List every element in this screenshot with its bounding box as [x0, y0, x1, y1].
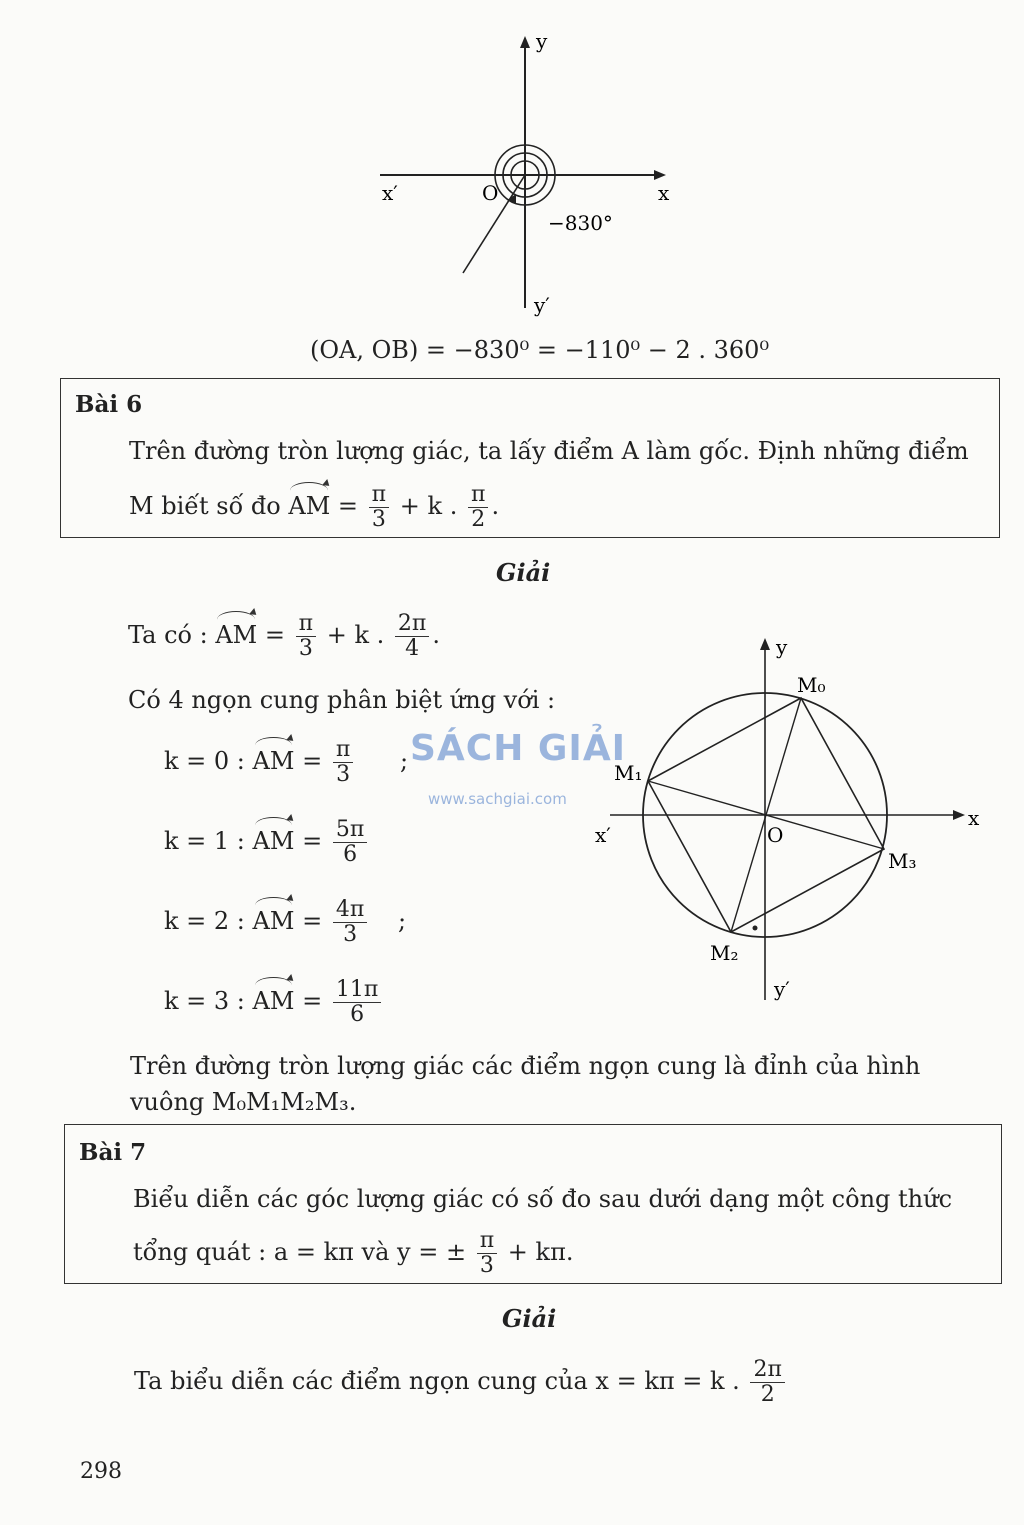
exercise-6-title: Bài 6	[75, 391, 143, 418]
solution-6-conclusion-line1: Trên đường tròn lượng giác các điểm ngọn cung là đỉnh của hình	[130, 1052, 921, 1080]
figure-angle-830	[370, 30, 690, 320]
fig2-label-x-neg: x′	[595, 823, 611, 847]
watermark-logo: SÁCH GIẢI	[410, 728, 627, 769]
fig1-label-x: x	[658, 181, 670, 205]
exercise-6-line2: M biết số đo AM = $\frac{\pi}{3}$ + k . $\frac{\pi}{2}$ .	[129, 482, 500, 532]
solution-6-equation: Ta có : AM = $\frac{\pi}{3}$ + k . $\frac{2\pi}{4}$ .	[128, 611, 441, 661]
solution-heading-2: Giải	[502, 1304, 557, 1333]
exercise-7-title: Bài 7	[79, 1139, 147, 1166]
arc-am: AM	[288, 492, 331, 520]
exercise-6-box	[60, 378, 1000, 538]
fraction-pi-3: $\frac{\pi}{3}$	[369, 483, 389, 532]
fraction-2pi-4: $\frac{2\pi}{4}$	[395, 612, 429, 661]
fig2-label-x: x	[968, 806, 980, 830]
fig2-label-m0: M₀	[797, 673, 826, 697]
exercise-7-line1: Biểu diễn các góc lượng giác có số đo sau dưới dạng một công thức	[133, 1185, 953, 1213]
plus-k: + k .	[399, 492, 458, 520]
solution-heading-1: Giải	[496, 558, 551, 587]
solution-6-conclusion-line2: vuông M₀M₁M₂M₃.	[130, 1088, 357, 1116]
fraction-pi-2: $\frac{\pi}{2}$	[468, 483, 488, 532]
case-k3: k = 3 : AM = $\frac{11\pi}{6}$	[164, 978, 384, 1027]
fig1-label-y: y	[536, 30, 548, 53]
fig1-label-x-neg: x′	[382, 181, 398, 205]
exercise-7-box	[64, 1124, 1002, 1284]
equation-oa-ob: (OA, OB) = −830⁰ = −110⁰ − 2 . 360⁰	[310, 336, 770, 364]
fig2-label-m2: M₂	[710, 941, 739, 965]
arc-am: AM	[215, 621, 258, 649]
figure-unit-circle-square	[590, 630, 1000, 1010]
fig2-label-y-neg: y′	[774, 977, 790, 1001]
fig2-label-y: y	[776, 635, 788, 659]
exercise-6-line1: Trên đường tròn lượng giác, ta lấy điểm A làm gốc. Định những điểm	[129, 437, 969, 465]
case-k1: k = 1 : AM = $\frac{5\pi}{6}$	[164, 818, 370, 867]
fraction-pi-3: $\frac{\pi}{3}$	[477, 1229, 497, 1278]
fraction-pi-3: $\frac{\pi}{3}$	[296, 612, 316, 661]
fig2-label-o: O	[767, 823, 784, 847]
exercise-6-prefix: M biết số đo	[129, 492, 281, 520]
solution-6-intro: Có 4 ngọn cung phân biệt ứng với :	[128, 686, 556, 714]
fraction-2pi-2: $\frac{2\pi}{2}$	[750, 1358, 784, 1407]
fig2-label-m1: M₁	[614, 761, 643, 785]
watermark-url: www.sachgiai.com	[428, 790, 567, 808]
equals: =	[337, 492, 359, 520]
case-k0: k = 0 : AM = $\frac{\pi}{3}$ ;	[164, 737, 409, 787]
fig1-angle-label: −830°	[548, 211, 613, 235]
solution-7-line: Ta biểu diễn các điểm ngọn cung của x = kπ = k . $\frac{2\pi}{2}$	[134, 1358, 788, 1407]
fig1-label-o: O	[482, 181, 499, 205]
page-number: 298	[80, 1459, 122, 1484]
fig1-label-y-neg: y′	[534, 293, 550, 317]
case-k2: k = 2 : AM = $\frac{4\pi}{3}$ ;	[164, 897, 407, 947]
fig2-label-m3: M₃	[888, 849, 917, 873]
exercise-7-line2: tổng quát : a = kπ và y = ± $\frac{\pi}{3}$ + kπ.	[133, 1228, 574, 1278]
